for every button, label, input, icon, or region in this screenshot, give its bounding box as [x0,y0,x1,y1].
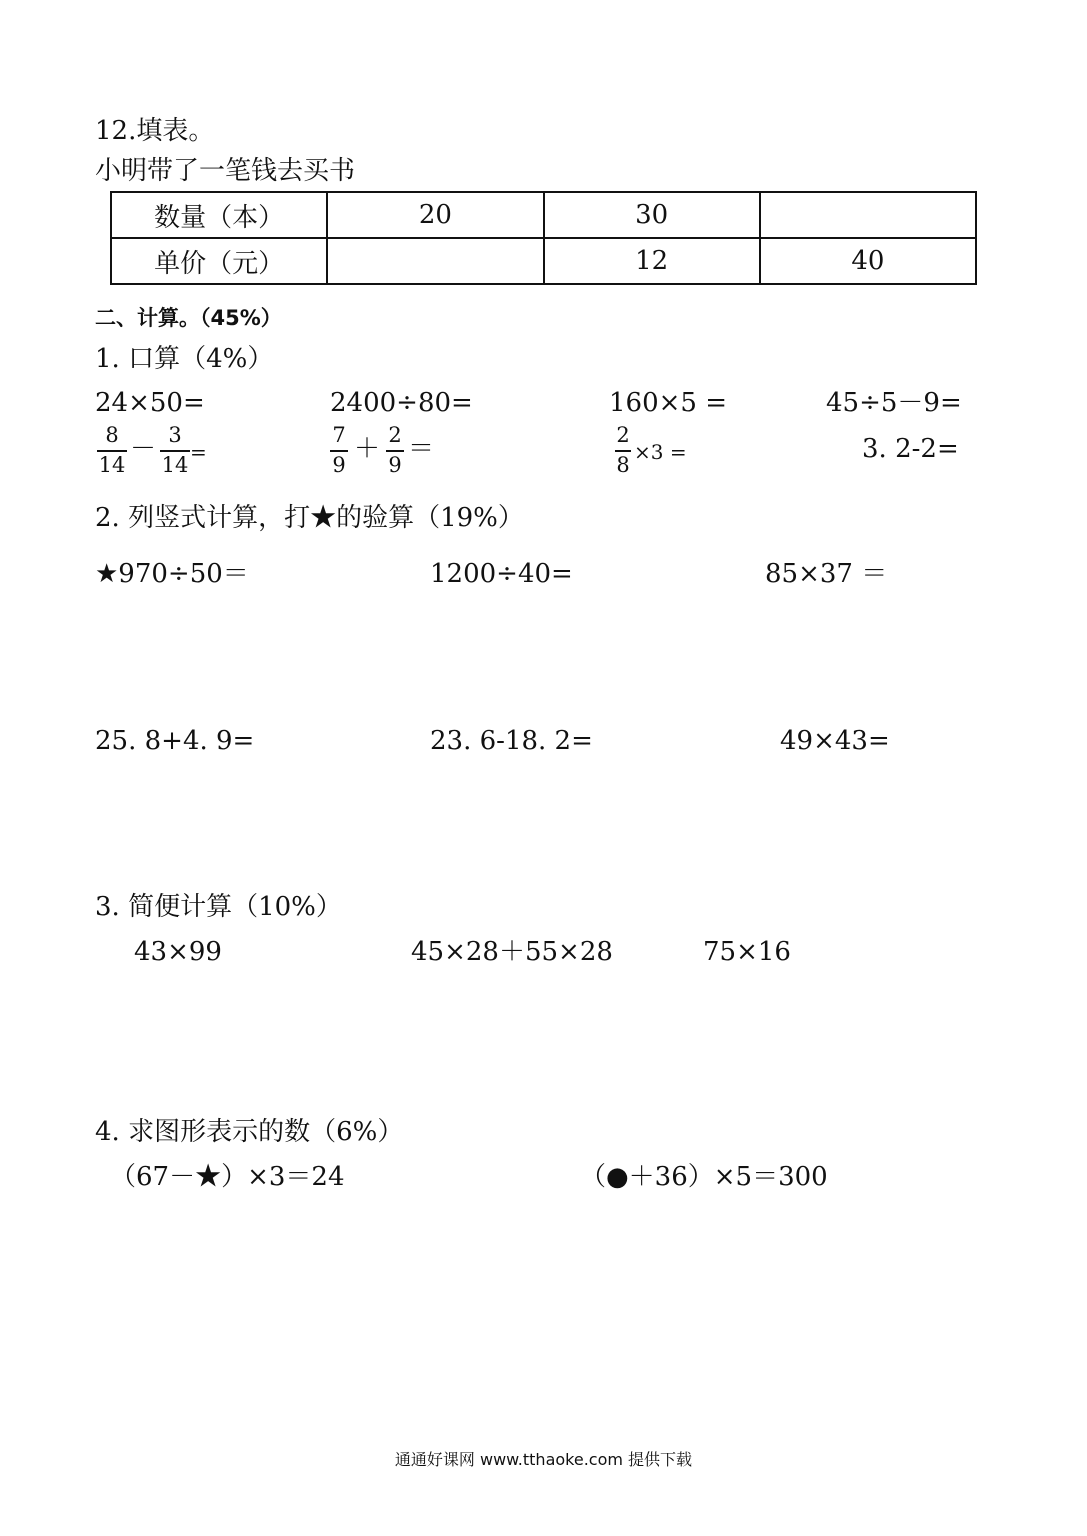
table-row [111,238,976,284]
simplify-item: 75×16 [703,937,791,967]
denominator: 14 [161,453,189,477]
footer: 通通好课网 www.tthaoke.com 提供下载 [394,1450,693,1469]
fraction [615,425,631,476]
table-cell: 30 [544,192,760,238]
oral-item: 45÷5－9= [826,388,962,418]
table-cell: 单价（元） [111,238,327,284]
part-3-title: 3. 简便计算（10%） [95,892,342,922]
fraction [330,425,348,476]
part-2-title: 2. 列竖式计算，打★的验算（19%） [95,503,524,533]
oral-item: 2400÷80= [330,388,473,418]
oral-item: 160×5 = [609,388,728,418]
equals-sign: ＝ [408,434,435,464]
table-cell: 40 [760,238,976,284]
table-cell: 12 [544,238,760,284]
numerator: 2 [616,423,630,447]
vertical-calc-item: 25. 8+4. 9= [95,726,255,756]
fraction [160,425,190,476]
equals-sign: = [190,440,207,464]
numerator: 3 [168,423,182,447]
fill-table [110,191,977,285]
oral-item: 24×50= [95,388,205,418]
simplify-item: 43×99 [134,937,222,967]
denominator: 9 [332,453,346,477]
oral-item: 3. 2-2= [862,434,959,464]
question-12-intro: 小明带了一笔钱去买书 [95,156,356,186]
part-1-title: 1. 口算（4%） [95,344,274,374]
question-12-title: 12.填表。 [95,116,215,146]
equation-item: （67－★）×3＝24 [110,1162,345,1192]
vertical-calc-item: 49×43= [780,726,890,756]
table-cell: 数量（本） [111,192,327,238]
vertical-calc-item: ★970÷50＝ [95,559,249,589]
vertical-calc-item: 23. 6-18. 2= [430,726,593,756]
table-cell [327,238,543,284]
numerator: 8 [105,423,119,447]
table-row [111,192,976,238]
operator: － [130,434,157,464]
table-cell: 20 [327,192,543,238]
multiply-expression: ×3 = [634,440,687,464]
equation-item: （●＋36）×5＝300 [580,1162,828,1192]
fraction [386,425,404,476]
denominator: 9 [388,453,402,477]
fraction [97,425,127,476]
part-4-title: 4. 求图形表示的数（6%） [95,1117,404,1147]
simplify-item: 45×28＋55×28 [411,937,613,967]
denominator: 14 [98,453,126,477]
table-cell [760,192,976,238]
denominator: 8 [616,453,630,477]
numerator: 2 [388,423,402,447]
vertical-calc-item: 85×37 ＝ [765,559,888,589]
operator: ＋ [354,434,381,464]
numerator: 7 [332,423,346,447]
vertical-calc-item: 1200÷40= [430,559,573,589]
section-2-title: 二、计算。（45%） [95,306,282,330]
